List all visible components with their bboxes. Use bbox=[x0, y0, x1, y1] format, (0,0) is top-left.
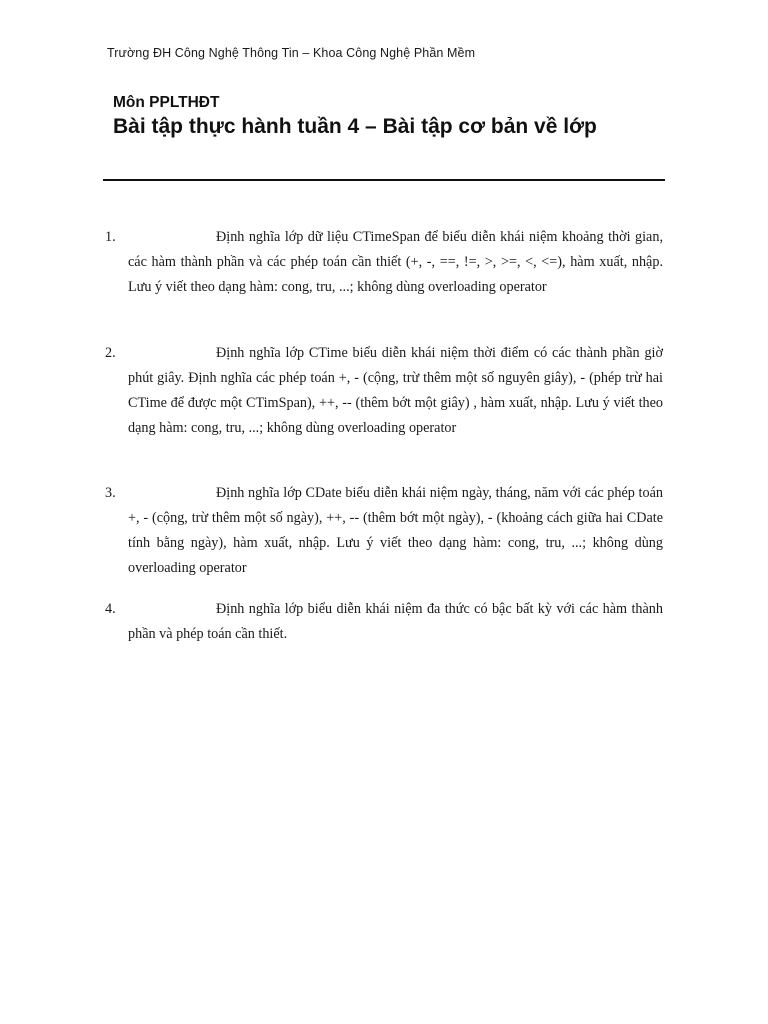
exercise-number: 2. bbox=[105, 345, 116, 361]
exercise-number: 3. bbox=[105, 485, 116, 501]
exercise-text: Định nghĩa lớp CDate biểu diễn khái niệm ngày, tháng, năm với các phép toán +, - (cộng, trừ thêm một số ngày), ++, -- (thêm bớt một ngày), - (khoảng cách giữa hai CDate tính bằng ngày), hàm xuất, nhập. Lưu ý viết theo dạng hàm: cong, tru, ...; không dùng overloading operator bbox=[128, 485, 663, 576]
exercise-text: Định nghĩa lớp dữ liệu CTimeSpan để biểu diễn khái niệm khoảng thời gian, các hàm thành phần và các phép toán cần thiết (+, -, ==, !=, >, >=, <, <=), hàm xuất, nhập. Lưu ý viết theo dạng hàm: cong, tru, ...; không dùng overloading operator bbox=[128, 229, 663, 295]
exercise-item bbox=[105, 481, 663, 581]
exercise-item bbox=[105, 597, 663, 647]
exercise-item bbox=[105, 341, 663, 441]
page-header: Trường ĐH Công Nghệ Thông Tin – Khoa Công Nghệ Phần Mềm bbox=[107, 46, 476, 60]
title-divider bbox=[103, 179, 665, 181]
exercise-text: Định nghĩa lớp biểu diễn khái niệm đa thức có bậc bất kỳ với các hàm thành phần và phép toán cần thiết. bbox=[128, 601, 663, 642]
subject-label: Môn PPLTHĐT bbox=[113, 94, 220, 111]
exercise-text: Định nghĩa lớp CTime biểu diễn khái niệm thời điểm có các thành phần giờ phút giây. Định nghĩa các phép toán +, - (cộng, trừ thêm một số nguyên giây), - (phép trừ hai CTime để được một CTimSpan), ++, -- (thêm bớt một giây) , hàm xuất, nhập. Lưu ý viết theo dạng hàm: cong, tru, ...; không dùng overloading operator bbox=[128, 345, 663, 436]
page-title: Bài tập thực hành tuần 4 – Bài tập cơ bản về lớp bbox=[113, 115, 597, 138]
exercise-item bbox=[105, 225, 663, 300]
exercise-number: 1. bbox=[105, 229, 116, 245]
exercise-number: 4. bbox=[105, 601, 116, 617]
